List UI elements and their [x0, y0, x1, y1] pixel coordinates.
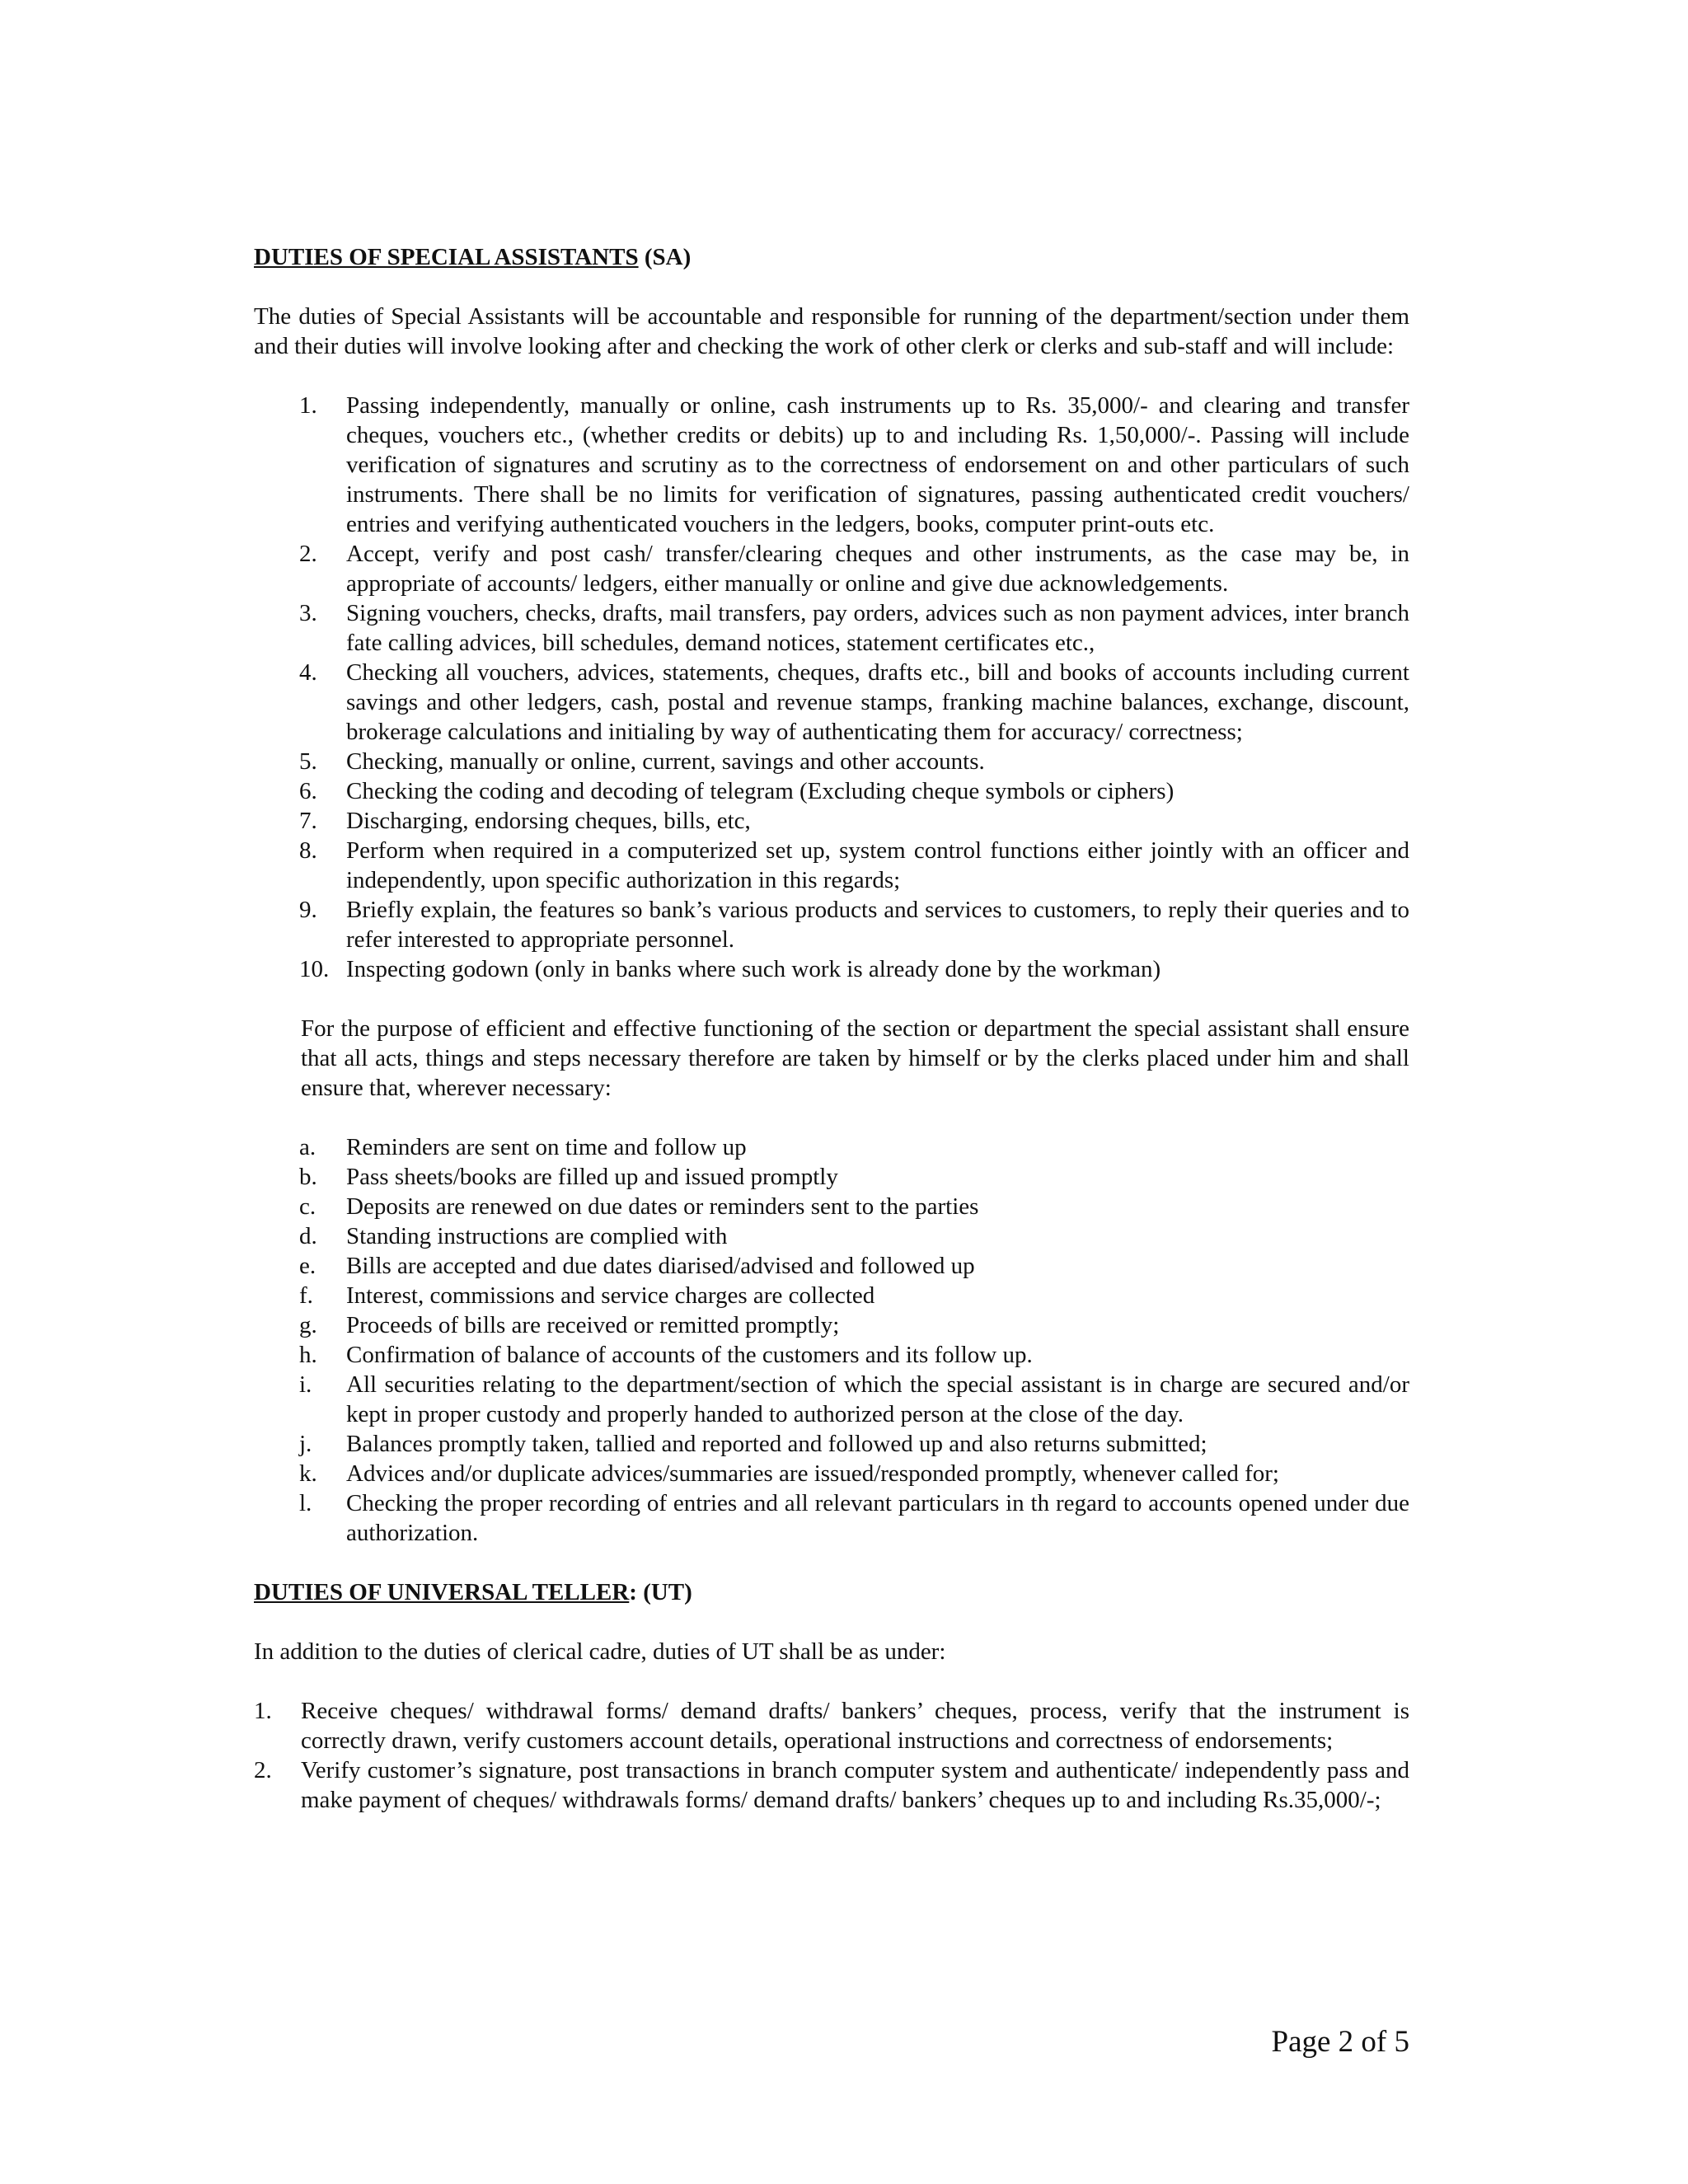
list-item — [299, 1192, 1409, 1221]
sa-ensure-paragraph: For the purpose of efficient and effective functioning of the section or department the special assistant shall ensure that all acts, things and steps necessary therefore are taken by himself or by the clerks placed under him and shall ensure that, wherever necessary: — [301, 1015, 1409, 1101]
list-item — [299, 836, 1409, 895]
ut-intro: In addition to the duties of clerical cadre, duties of UT shall be as under: — [254, 1638, 946, 1665]
list-item — [299, 1488, 1409, 1548]
item-marker: 2. — [254, 1757, 272, 1783]
item-text: Verify customer’s signature, post transactions in branch computer system and authenticate/ independently pass and make payment of cheques/ withdrawals forms/ demand drafts/ bankers’ cheques up to and including Rs.35,000/-; — [301, 1757, 1409, 1813]
list-item — [299, 539, 1409, 598]
item-marker: 1. — [254, 1698, 272, 1724]
list-item — [299, 1281, 1409, 1310]
item-text: Checking all vouchers, advices, statements, cheques, drafts etc., bill and books of accounts including current savings and other ledgers, cash, postal and revenue stamps, franking machine balances, exchange, discount, brokerage calculations and initialing by way of authenticating them for accuracy/ correctness; — [346, 659, 1409, 745]
list-item — [299, 747, 1409, 776]
document-body — [254, 242, 1409, 1815]
list-item — [299, 1251, 1409, 1281]
list-item — [299, 1162, 1409, 1192]
list-item — [254, 1696, 1409, 1755]
page-number: Page 2 of 5 — [1271, 2025, 1409, 2059]
list-item — [299, 391, 1409, 539]
item-text: Perform when required in a computerized set up, system control functions either jointly with an officer and independently, upon specific authorization in this regards; — [346, 837, 1409, 893]
item-text: Discharging, endorsing cheques, bills, etc, — [346, 808, 751, 834]
sa-ensure-list — [254, 1132, 1409, 1548]
ut-heading-main: DUTIES OF UNIVERSAL TELLER — [254, 1579, 630, 1605]
item-marker: 10. — [299, 956, 330, 982]
item-text: Deposits are renewed on due dates or reminders sent to the parties — [346, 1193, 979, 1220]
list-item — [299, 1310, 1409, 1340]
sa-intro: The duties of Special Assistants will be accountable and responsible for running of the department/section under them and their duties will involve looking after and checking the work of other clerk or clerks and sub-staff and will include: — [254, 303, 1409, 359]
sa-heading — [254, 242, 1409, 272]
item-marker: g. — [299, 1312, 317, 1338]
list-item — [299, 1132, 1409, 1162]
ut-duties-list — [254, 1696, 1409, 1815]
item-marker: f. — [299, 1282, 313, 1309]
list-item — [299, 1429, 1409, 1459]
item-text: Receive cheques/ withdrawal forms/ demand drafts/ bankers’ cheques, process, verify that the instrument is correctly drawn, verify customers account details, operational instructions and correctness of endorsements; — [301, 1698, 1409, 1754]
item-marker: a. — [299, 1134, 316, 1160]
list-item — [254, 1755, 1409, 1815]
list-item — [299, 895, 1409, 954]
ut-heading — [254, 1577, 1409, 1607]
item-text: Briefly explain, the features so bank’s various products and services to customers, to reply their queries and to refer interested to appropriate personnel. — [346, 897, 1409, 953]
list-item — [299, 776, 1409, 806]
item-marker: 5. — [299, 748, 317, 775]
item-text: Inspecting godown (only in banks where such work is already done by the workman) — [346, 956, 1161, 982]
item-marker: 4. — [299, 659, 317, 686]
item-text: Proceeds of bills are received or remitted promptly; — [346, 1312, 840, 1338]
item-text: Signing vouchers, checks, drafts, mail transfers, pay orders, advices such as non payment advices, inter branch fate calling advices, bill schedules, demand notices, statement certificates etc., — [346, 600, 1409, 656]
sa-heading-main: DUTIES OF SPECIAL ASSISTANTS — [254, 244, 639, 270]
item-marker: 2. — [299, 541, 317, 567]
item-marker: i. — [299, 1371, 312, 1398]
item-text: Pass sheets/books are filled up and issued promptly — [346, 1164, 838, 1190]
item-text: Confirmation of balance of accounts of the customers and its follow up. — [346, 1342, 1033, 1368]
item-marker: 3. — [299, 600, 317, 626]
item-text: Reminders are sent on time and follow up — [346, 1134, 747, 1160]
list-item — [299, 1340, 1409, 1370]
list-item — [299, 954, 1409, 984]
list-item — [299, 1459, 1409, 1488]
item-text: Accept, verify and post cash/ transfer/clearing cheques and other instruments, as the case may be, in appropriate of accounts/ ledgers, either manually or online and give due acknowledgements. — [346, 541, 1409, 597]
item-text: Bills are accepted and due dates diarised/advised and followed up — [346, 1253, 975, 1279]
item-text: All securities relating to the department/section of which the special assistant is in charge are secured and/or kept in proper custody and properly handed to authorized person at the close of the day. — [346, 1371, 1409, 1427]
list-item — [299, 1370, 1409, 1429]
sa-heading-suffix: (SA) — [638, 244, 692, 270]
item-marker: k. — [299, 1460, 317, 1487]
item-text: Balances promptly taken, tallied and reported and followed up and also returns submitted; — [346, 1431, 1207, 1457]
item-marker: b. — [299, 1164, 317, 1190]
item-text: Passing independently, manually or online, cash instruments up to Rs. 35,000/- and clearing and transfer cheques, vouchers etc., (whether credits or debits) up to and including Rs. 1,50,000/-. Passing will include verification of signatures and scrutiny as to the correctness of endorsement on and other particulars of such instruments. There shall be no limits for verification of signatures, passing authenticated credit vouchers/ entries and verifying authenticated vouchers in the ledgers, books, computer print-outs etc. — [346, 392, 1409, 537]
item-marker: 9. — [299, 897, 317, 923]
item-marker: 7. — [299, 808, 317, 834]
item-marker: e. — [299, 1253, 316, 1279]
item-text: Checking the proper recording of entries and all relevant particulars in th regard to accounts opened under due authorization. — [346, 1490, 1409, 1546]
item-marker: l. — [299, 1490, 312, 1516]
item-marker: c. — [299, 1193, 316, 1220]
item-marker: 1. — [299, 392, 317, 419]
item-text: Checking the coding and decoding of telegram (Excluding cheque symbols or ciphers) — [346, 778, 1175, 804]
item-marker: d. — [299, 1223, 317, 1249]
list-item — [299, 598, 1409, 658]
item-marker: 8. — [299, 837, 317, 864]
sa-duties-list — [254, 391, 1409, 984]
list-item — [299, 1221, 1409, 1251]
list-item — [299, 658, 1409, 747]
item-marker: j. — [299, 1431, 312, 1457]
item-text: Checking, manually or online, current, savings and other accounts. — [346, 748, 985, 775]
item-text: Standing instructions are complied with — [346, 1223, 728, 1249]
item-text: Advices and/or duplicate advices/summaries are issued/responded promptly, whenever called for; — [346, 1460, 1279, 1487]
list-item — [299, 806, 1409, 836]
item-text: Interest, commissions and service charges are collected — [346, 1282, 875, 1309]
item-marker: h. — [299, 1342, 317, 1368]
item-marker: 6. — [299, 778, 317, 804]
ut-heading-suffix: : (UT) — [629, 1579, 692, 1605]
